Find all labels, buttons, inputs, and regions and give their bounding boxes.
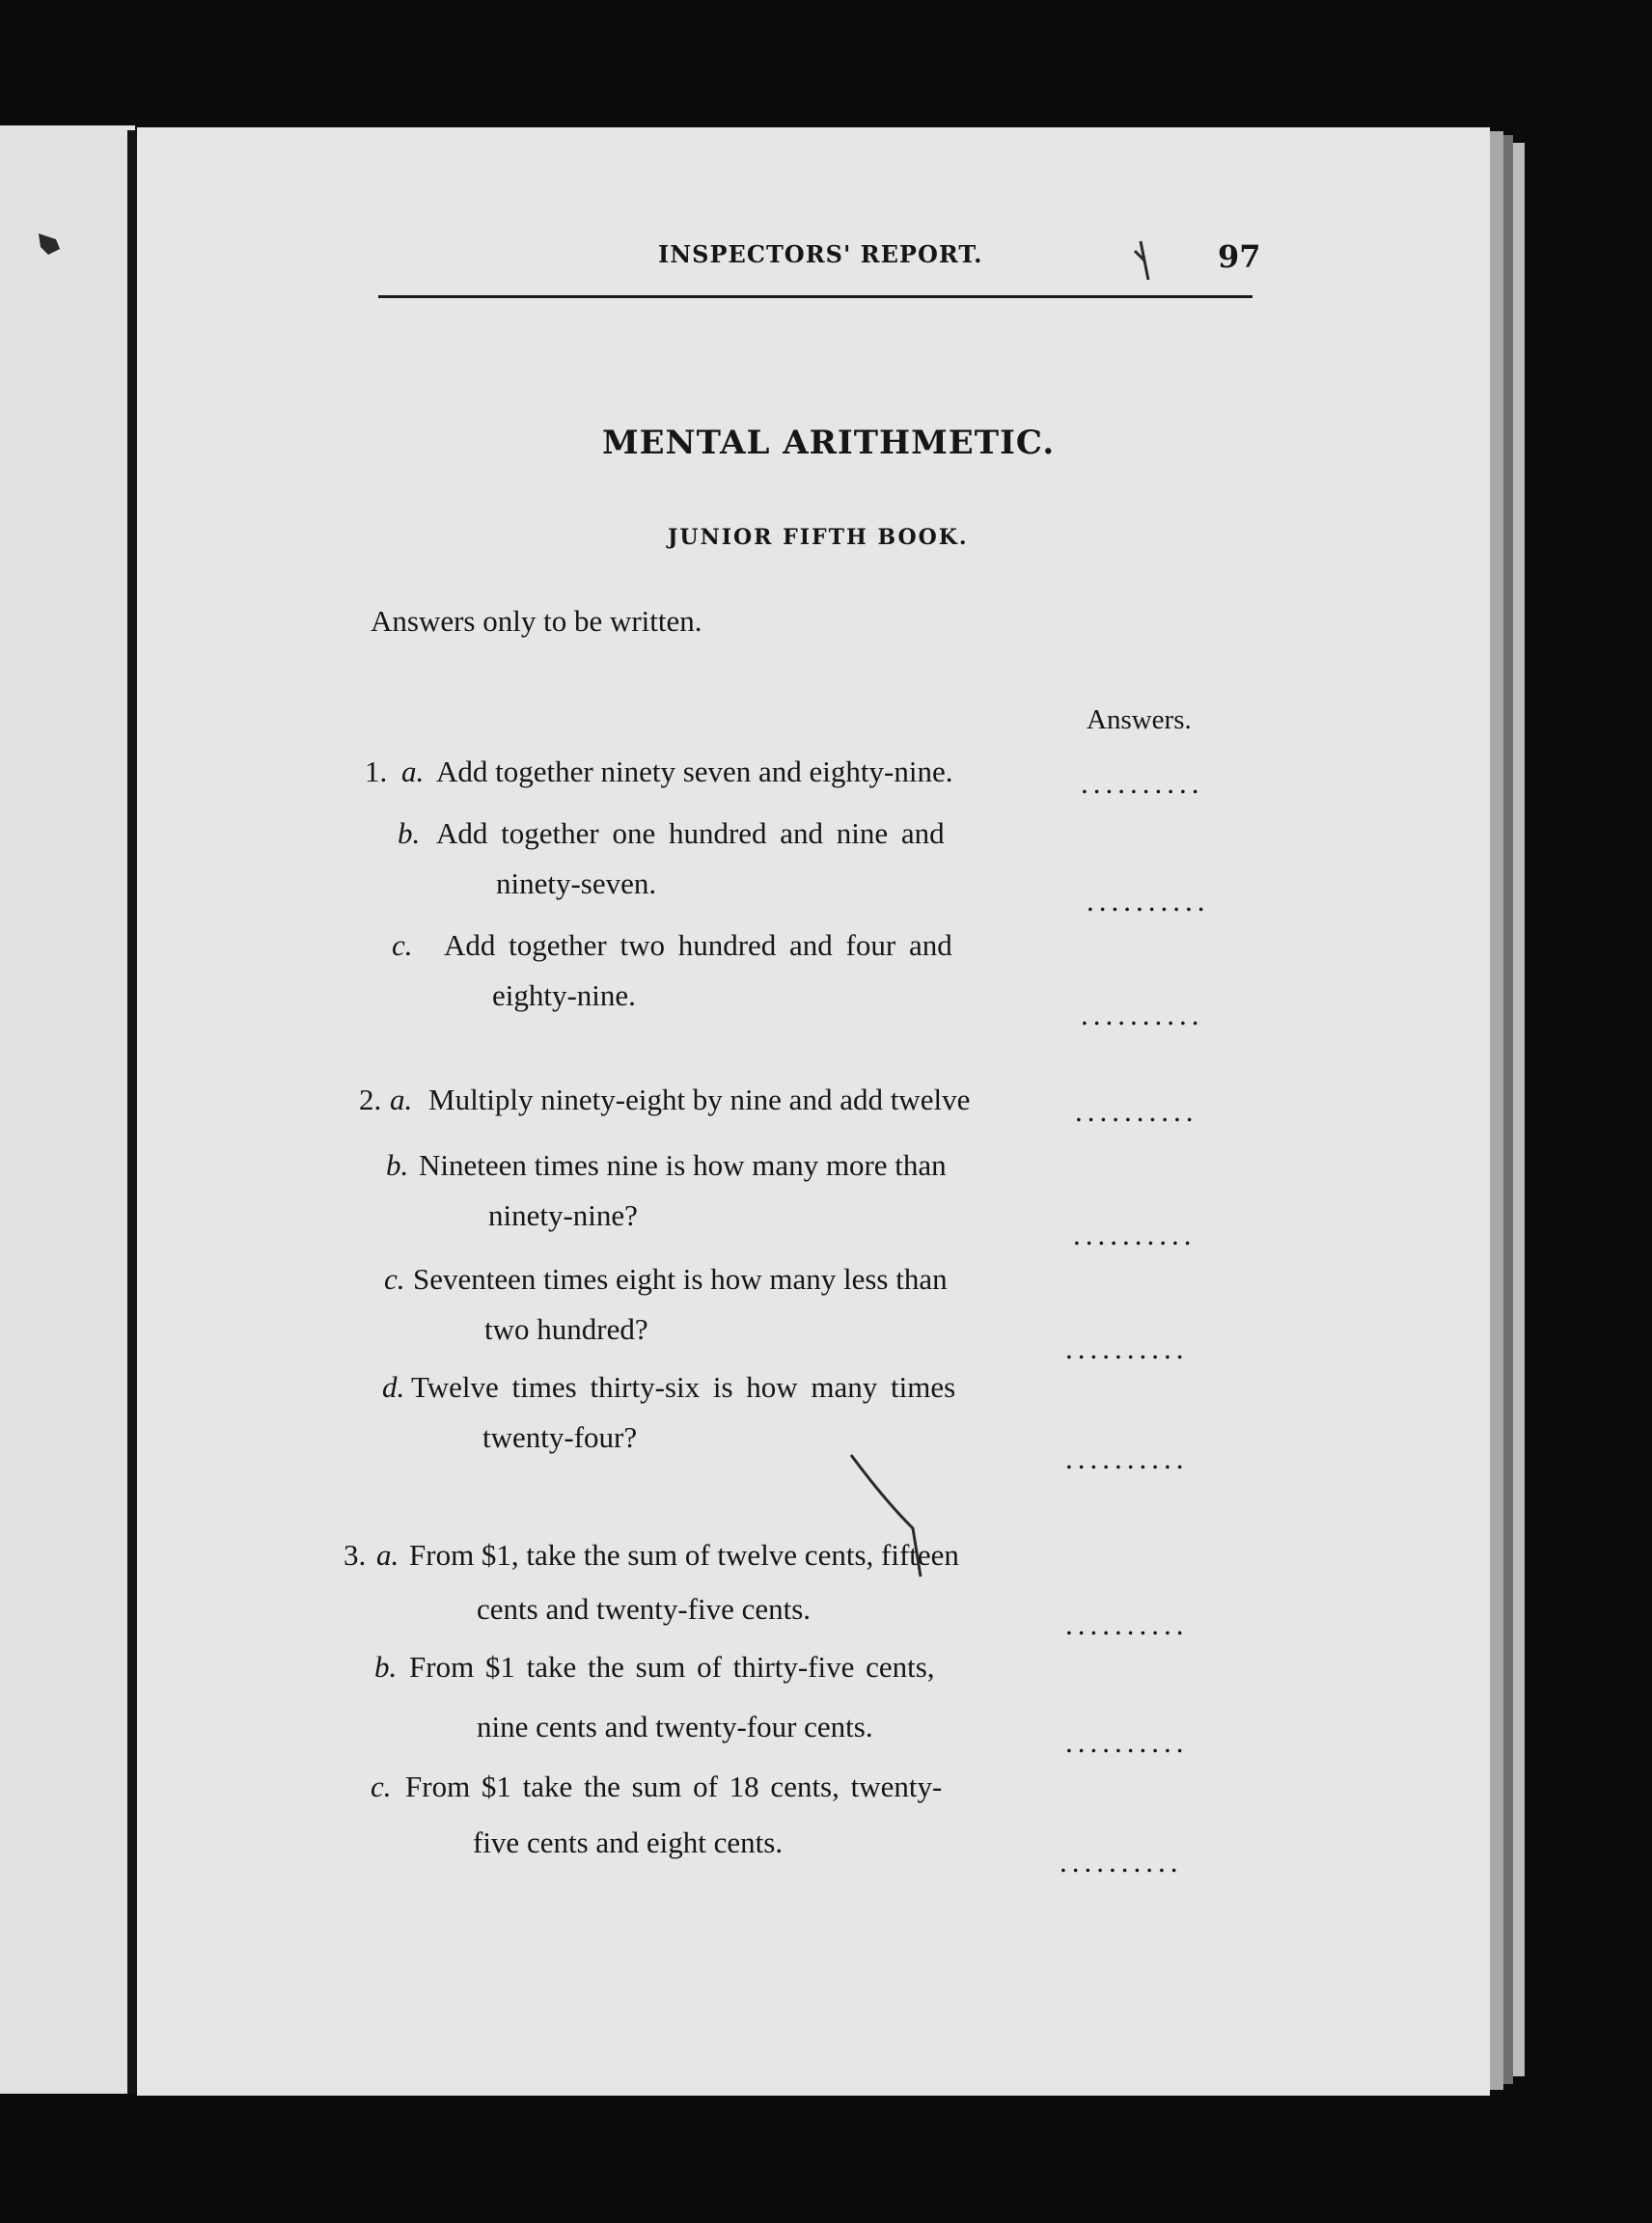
book-spine xyxy=(127,130,137,2094)
answer-blank: .......... xyxy=(1073,1218,1197,1251)
question-number: 2. xyxy=(359,1083,382,1116)
page-number: 97 xyxy=(1218,238,1261,275)
question-text: Add together two hundred and four and xyxy=(444,928,952,962)
question-text: nine cents and twenty-four cents. xyxy=(477,1710,873,1743)
question-text: Add together ninety seven and eighty-nine. xyxy=(436,755,953,788)
instructions: Answers only to be written. xyxy=(371,604,702,638)
part-label: b. xyxy=(374,1650,398,1684)
left-page xyxy=(0,125,135,2094)
question-text: Seventeen times eight is how many less than xyxy=(413,1262,948,1296)
question-text: ninety-seven. xyxy=(496,866,657,900)
question-number: 3. xyxy=(344,1538,367,1572)
section-subtitle: JUNIOR FIFTH BOOK. xyxy=(668,525,969,550)
answer-blank: .......... xyxy=(1065,1331,1189,1365)
answer-blank: .......... xyxy=(1065,1607,1189,1641)
question-text: cents and twenty-five cents. xyxy=(477,1592,812,1626)
question-text: From $1 take the sum of 18 cents, twenty- xyxy=(405,1770,943,1803)
header-rule xyxy=(378,295,1253,298)
question-number: 1. xyxy=(365,755,388,788)
question-text: two hundred? xyxy=(484,1312,648,1346)
part-label: a. xyxy=(390,1083,413,1116)
answer-blank: .......... xyxy=(1081,998,1204,1031)
question-text: Add together one hundred and nine and xyxy=(436,816,945,850)
part-label: a. xyxy=(401,755,425,788)
part-label: a. xyxy=(376,1538,399,1572)
ink-blot-icon xyxy=(35,230,64,259)
question-text: Twelve times thirty-six is how many times xyxy=(411,1370,956,1404)
part-label: b. xyxy=(398,816,421,850)
answer-blank: .......... xyxy=(1087,884,1210,918)
question-text: From $1 take the sum of thirty-five cents, xyxy=(409,1650,935,1684)
answer-blank: .......... xyxy=(1065,1725,1189,1759)
question-text: five cents and eight cents. xyxy=(473,1825,784,1859)
answer-blank: .......... xyxy=(1081,766,1204,800)
page-edge xyxy=(1490,131,1503,2090)
question-text: ninety-nine? xyxy=(488,1198,638,1232)
answer-blank: .......... xyxy=(1060,1845,1183,1879)
part-label: d. xyxy=(382,1370,405,1404)
part-label: c. xyxy=(371,1770,392,1803)
answers-heading: Answers. xyxy=(1087,704,1192,735)
answer-blank: .......... xyxy=(1075,1094,1198,1128)
question-text: eighty-nine. xyxy=(492,978,636,1012)
part-label: c. xyxy=(384,1262,405,1296)
page-edge xyxy=(1503,135,1513,2084)
question-text: From $1, take the sum of twelve cents, fifteen xyxy=(409,1538,959,1572)
question-text: Nineteen times nine is how many more than xyxy=(419,1148,947,1182)
pencil-tick-icon xyxy=(1131,237,1160,286)
part-label: c. xyxy=(392,928,413,962)
page-edge xyxy=(1513,143,1525,2076)
question-text: twenty-four? xyxy=(482,1420,638,1454)
running-title: INSPECTORS' REPORT. xyxy=(658,240,983,268)
section-title: MENTAL ARITHMETIC. xyxy=(602,424,1056,462)
question-text: Multiply ninety-eight by nine and add twelve xyxy=(428,1083,971,1116)
answer-blank: .......... xyxy=(1065,1441,1189,1475)
part-label: b. xyxy=(386,1148,409,1182)
